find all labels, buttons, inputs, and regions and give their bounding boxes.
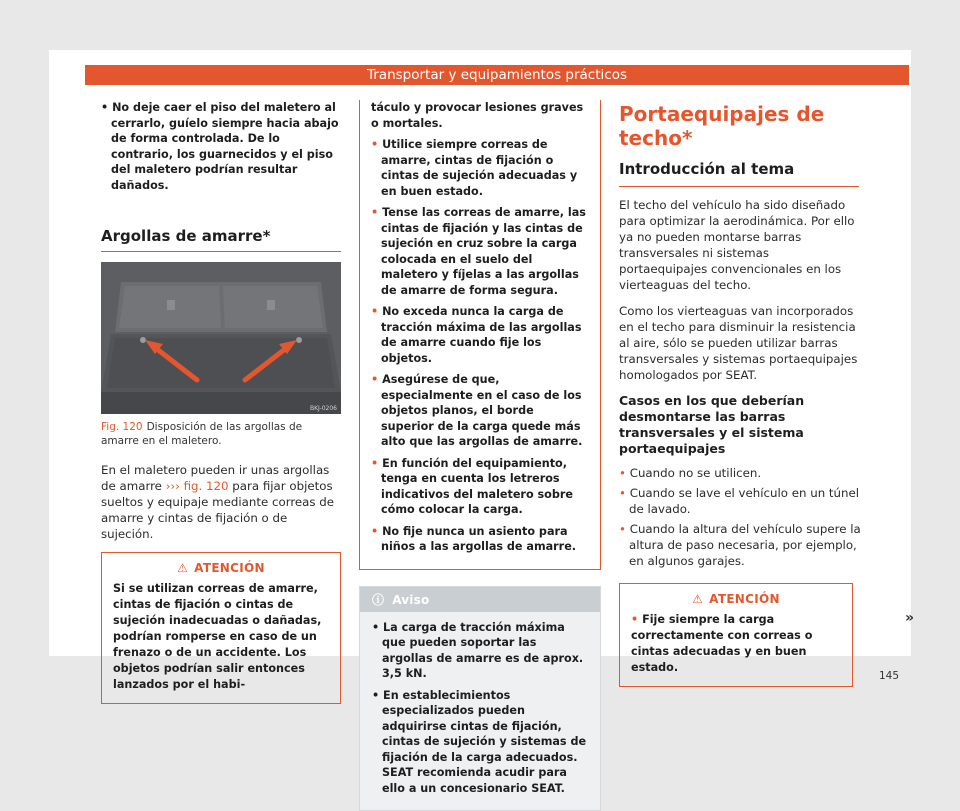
bullet-icon: •: [371, 305, 378, 318]
cases-heading: Casos en los que deberían desmontarse las barras transversales y el sistema portaequipajes: [619, 393, 861, 457]
page-number: 145: [879, 670, 899, 682]
figure-id: BKJ-0206: [310, 405, 337, 412]
trunk-figure: [101, 262, 341, 414]
attention-list: [371, 137, 589, 555]
bullet-icon: •: [619, 522, 626, 536]
section-title: Argollas de amarre*: [101, 227, 341, 245]
tie-down-ring-icon: [140, 337, 146, 343]
seat-latch-icon: [167, 300, 175, 310]
trunk-illustration: [101, 262, 341, 414]
body-paragraph: Como los vierteaguas van incorporados en el techo para disminuir la resistencia al aire, sólo se pueden utilizar barras transversales y sistemas portaequipajes homologados por SEAT.: [619, 303, 861, 383]
warning-triangle-icon: ⚠: [177, 561, 188, 575]
seat-latch-icon: [267, 300, 275, 310]
continuation-text: táculo y provocar lesiones graves o mortales.: [371, 100, 589, 131]
section-subtitle: Introducción al tema: [619, 160, 861, 178]
figure-link[interactable]: fig. 120: [184, 479, 229, 493]
attention-header: ⚠ ATENCIÓN: [620, 584, 852, 612]
list-item: • No fije nunca un asiento para niños a las argollas de amarre.: [371, 524, 589, 555]
bullet-icon: •: [371, 138, 378, 151]
list-item: • Cuando no se utilicen.: [619, 465, 861, 481]
aviso-header: ⓘ Aviso: [360, 587, 600, 612]
body-paragraph: El techo del vehículo ha sido diseñado para optimizar la aerodinámica. Por ello ya no pueden montarse barras transversales ni sistemas portaequipajes convencionales en los vierteaguas del techo.: [619, 197, 861, 293]
attention-box-continued: [359, 100, 601, 570]
attention-text: Si se utilizan correas de amarre, cintas de fijación o cintas de sujeción inadecuadas o dañadas, podrían romperse en caso de un frenazo o de un accidente. Los objetos podrían salir entonces lanzados por el habi-: [102, 581, 340, 703]
list-item: • La carga de tracción máxima que pueden soportar las argollas de amarre es de aprox. 3,5 kN.: [372, 620, 590, 682]
list-item: • Asegúrese de que, especialmente en el caso de los objetos planos, el borde superior de la carga quede más alto que las argollas de amarre.: [371, 372, 589, 450]
figure-label: Fig. 120: [101, 421, 143, 433]
info-icon: ⓘ: [372, 593, 384, 607]
body-paragraph: En el maletero pueden ir unas argollas de amarre ››› fig. 120 para fijar objetos sueltos y equipaje mediante correas de amarre y cintas de fijación o de sujeción.: [101, 462, 341, 542]
attention-box: [101, 552, 341, 704]
aviso-box: [359, 586, 601, 811]
attention-header: ⚠ ATENCIÓN: [102, 553, 340, 581]
list-item: • Cuando se lave el vehículo en un túnel de lavado.: [619, 485, 861, 517]
list-item: • Tense las correas de amarre, las cintas de fijación y las cintas de sujeción en cruz sobre la carga colocada en el suelo del maletero y fíjelas a las argollas de amarre de forma segura.: [371, 205, 589, 298]
section-rule: [619, 186, 859, 187]
list-item: • Cuando la altura del vehículo supere la altura de paso necesaria, por ejemplo, en algunos garajes.: [619, 521, 861, 569]
list-item: • En función del equipamiento, tenga en cuenta los letreros indicativos del maletero sobre cómo colocar la carga.: [371, 456, 589, 518]
bullet-icon: •: [619, 466, 626, 480]
top-warning-list: [101, 100, 341, 193]
list-item: • No exceda nunca la carga de tracción máxima de las argollas de amarre cuando fije los objetos.: [371, 304, 589, 366]
bullet-icon: •: [619, 486, 626, 500]
attention-box: [619, 583, 853, 687]
continue-marker: »: [905, 610, 914, 626]
bullet-icon: •: [101, 101, 108, 114]
chapter-header: Transportar y equipamientos prácticos: [85, 65, 909, 85]
chapter-section-title: Portaequipajes de techo*: [619, 102, 861, 150]
bullet-icon: •: [371, 457, 378, 470]
arrows-marker: ›››: [166, 479, 180, 493]
manual-page: [49, 50, 911, 656]
bullet-icon: •: [631, 613, 638, 626]
list-item: • En establecimientos especializados pueden adquirirse cintas de fijación, cintas de sujeción y sistemas de fijación de la carga adecuados. SEAT recomienda acudir para ello a un concesionario SEAT.: [372, 688, 590, 797]
section-rule: [101, 251, 341, 252]
column-middle: [359, 100, 601, 811]
column-left: [101, 100, 341, 704]
figure-caption: Fig. 120 Disposición de las argollas de amarre en el maletero.: [101, 420, 341, 448]
attention-text: • Fije siempre la carga correctamente con correas o cintas adecuadas y en buen estado.: [620, 612, 852, 686]
bullet-icon: •: [371, 525, 378, 538]
cases-list: [619, 465, 861, 569]
column-right: [619, 100, 861, 687]
bullet-icon: •: [371, 206, 378, 219]
list-item: • Utilice siempre correas de amarre, cintas de fijación o cintas de sujeción adecuadas y en buen estado.: [371, 137, 589, 199]
tie-down-ring-icon: [296, 337, 302, 343]
warning-triangle-icon: ⚠: [692, 592, 703, 606]
list-item: • No deje caer el piso del maletero al cerrarlo, guíelo siempre hacia abajo de forma controlada. De lo contrario, los guarnecidos y el piso del maletero podrían resultar dañados.: [101, 100, 341, 193]
bullet-icon: •: [371, 373, 378, 386]
